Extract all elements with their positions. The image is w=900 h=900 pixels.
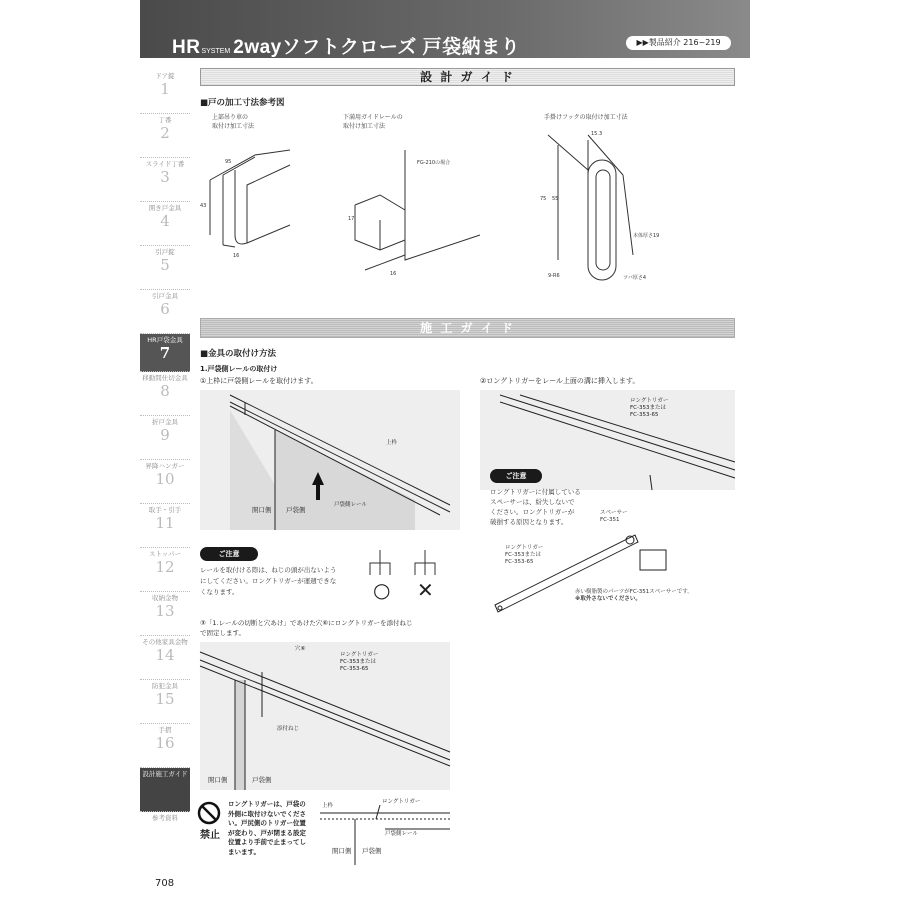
sidebar-item-number: 11: [155, 514, 175, 532]
sidebar-item-number: 13: [155, 602, 175, 620]
sidebar-item-label: スライド丁番: [145, 160, 185, 168]
sidebar-item-number: 1: [160, 80, 170, 98]
fig1-dim-b: 43: [200, 203, 207, 209]
step3-open: 開口側: [208, 776, 228, 784]
sidebar-item[interactable]: [140, 592, 190, 636]
sidebar-item-number: 2: [160, 124, 170, 142]
caution2-text: ロングトリガーに付属している スペーサーは、紛失しないで ください。ロングトリガーが 破損する原因となります。: [490, 488, 581, 526]
fig1-dim-c: 16: [233, 253, 240, 259]
spacer-note: 赤い樹脂製のパーツがFC-351スペーサーです。 ※取外さないでください。: [575, 589, 693, 602]
trig2-label: ロングトリガー FC-353または FC-353-65: [505, 545, 544, 565]
step1-drawing: [200, 390, 460, 530]
sidebar-item[interactable]: [140, 416, 190, 460]
fig3-label-1: 本体厚さ19: [633, 233, 660, 239]
sidebar-item-number: 15: [155, 690, 175, 708]
sidebar-item-number: 6: [160, 300, 170, 318]
prohibit-d-open: 開口側: [332, 847, 352, 855]
trigger-spacer-drawing: [490, 520, 670, 620]
step3-trig-1: ロングトリガー: [340, 652, 379, 658]
sidebar-item-label: 防犯金具: [152, 682, 178, 690]
fig2-drawing: [340, 140, 480, 290]
prohibit-d-top: 上枠: [322, 803, 334, 809]
fig3-dim-c: 55: [552, 196, 559, 202]
design-guide-banner: 設 計 ガ イ ド: [200, 68, 735, 86]
product-ref-badge[interactable]: ▶▶製品紹介 216~219: [626, 36, 731, 50]
sidebar-item[interactable]: [140, 768, 190, 812]
step2-trigger-3: FC-353-65: [630, 412, 659, 418]
step1-label-rail: 戸袋側レール: [334, 502, 367, 508]
sidebar-item[interactable]: [140, 680, 190, 724]
page-title: HRSYSTEM 2wayソフトクローズ 戸袋納まり: [172, 37, 521, 58]
spacer-label: スペーサー FC-351: [600, 510, 628, 523]
sidebar-item-number: 4: [160, 212, 170, 230]
sidebar-item-label: ドア錠: [155, 72, 175, 80]
fig1-dim-a: 95: [225, 159, 232, 165]
prohibit-label: 禁止: [200, 830, 220, 841]
sidebar-item[interactable]: [140, 202, 190, 246]
step3-hole: 穴⑥: [295, 646, 306, 652]
fig2-dim-b: 16: [390, 271, 397, 277]
step1-label-top: 上枠: [386, 440, 398, 446]
chapter-sidebar: [140, 70, 190, 832]
step1-label-open: 開口側: [252, 506, 272, 514]
sidebar-item-number: 12: [155, 558, 175, 576]
step3-screw: 添付ねじ: [277, 726, 300, 732]
sidebar-item-label: 丁番: [158, 116, 172, 124]
install-heading: ■金具の取付け方法: [200, 349, 277, 359]
fig3-dim-a: 15.3: [591, 131, 603, 137]
sidebar-item-label: ストッパー: [148, 550, 182, 558]
fig3-dim-d: 9-R6: [548, 273, 560, 279]
fig3-label-2: ツバ厚さ4: [623, 275, 647, 281]
prohibit-icon: [196, 800, 222, 826]
caution1-text: レールを取付ける際は、ねじの頭が出ないよう にしてください。ロングトリガーが運週できな くなります。: [200, 566, 337, 596]
sidebar-item-label: 設計施工ガイド: [142, 770, 188, 778]
step3-drawing: [200, 642, 450, 790]
sidebar-item-number: 3: [160, 168, 170, 186]
sidebar-item-label: 収納金物: [152, 594, 178, 602]
sidebar-item-number: 5: [160, 256, 170, 274]
step2-text: ②ロングトリガーをレール上面の溝に挿入します。: [480, 377, 640, 385]
caution-badge-1: ご注意: [200, 547, 258, 561]
sidebar-item-label: その他家具金物: [142, 638, 188, 646]
sidebar-item[interactable]: [140, 246, 190, 290]
sidebar-item-number: 8: [160, 382, 170, 400]
prohibit-diagram: [320, 795, 450, 865]
sidebar-item[interactable]: [140, 504, 190, 548]
sidebar-item-number: 10: [155, 470, 175, 488]
step2-trigger-1: ロングトリガー: [630, 398, 669, 404]
step1-text: ①上枠に戸袋側レールを取付けます。: [200, 377, 318, 385]
design-heading: ■戸の加工寸法参考図: [200, 98, 285, 108]
sidebar-item[interactable]: [140, 636, 190, 680]
page-number: 708: [155, 878, 175, 889]
fig3-dim-b: 75: [540, 196, 547, 202]
ok-mark: ○: [373, 578, 391, 602]
sidebar-item-label: 取手・引手: [148, 506, 182, 514]
prohibit-d-trigger: ロングトリガー: [382, 799, 421, 805]
sidebar-item-number: 14: [155, 646, 175, 664]
sidebar-item[interactable]: [140, 334, 190, 372]
sidebar-item-label: 折戸金具: [152, 418, 178, 426]
sidebar-item-label: 引戸金具: [152, 292, 178, 300]
fig2-note: FG-210の場合: [417, 160, 451, 166]
sidebar-item[interactable]: [140, 724, 190, 768]
sidebar-item-label: 移動間仕切金具: [142, 374, 188, 382]
fig3-drawing: [538, 125, 678, 295]
install-sub: 1.戸袋側レールの取付け: [200, 365, 278, 373]
fig1-drawing: [195, 135, 305, 275]
step3-trig-3: FC-353-65: [340, 666, 369, 672]
caution-badge-2: ご注意: [490, 469, 542, 483]
sidebar-item-label: 開き戸金具: [148, 204, 182, 212]
step1-label-pocket: 戸袋側: [286, 506, 306, 514]
sidebar-item[interactable]: [140, 290, 190, 334]
sidebar-item-label: 参考資料: [152, 814, 178, 822]
step3-text: ③「1.レールの切断と穴あけ」であけた穴⑥にロングトリガーを添付ねじ で固定します。: [200, 619, 413, 637]
fig2-title: 下満用ガイドレールの 取付け加工寸法: [343, 114, 403, 130]
sidebar-item[interactable]: [140, 158, 190, 202]
sidebar-item-label: 手摺: [158, 726, 172, 734]
sidebar-item-number: 7: [159, 344, 171, 362]
install-guide-banner: 施 工 ガ イ ド: [200, 318, 735, 338]
sidebar-item-number: 16: [155, 734, 175, 752]
fig2-dim-a: 17: [348, 216, 355, 222]
sidebar-item-label: 昇降ハンガー: [145, 462, 185, 470]
fig1-title: 上部吊り車の 取付け加工寸法: [212, 114, 255, 130]
ng-mark: ✕: [417, 578, 434, 602]
sidebar-item[interactable]: [140, 114, 190, 158]
sidebar-item-number: 9: [160, 426, 170, 444]
sidebar-item[interactable]: [140, 372, 190, 416]
sidebar-item[interactable]: [140, 548, 190, 592]
sidebar-item[interactable]: [140, 812, 190, 832]
sidebar-item-label: 引戸錠: [155, 248, 175, 256]
sidebar-item[interactable]: [140, 460, 190, 504]
sidebar-item-label: HR戸袋金具: [147, 336, 183, 344]
sidebar-item[interactable]: [140, 70, 190, 114]
fig3-title: 手掛けフックの取付け加工寸法: [544, 114, 628, 121]
prohibit-d-pocket: 戸袋側: [362, 847, 382, 855]
step3-trig-2: FC-353または: [340, 659, 376, 665]
step2-trigger-2: FC-353または: [630, 405, 666, 411]
prohibit-text: ロングトリガーは、戸袋の 外側に取付けないでくださ い。戸尻側のトリガー位置 が変わり、戸が閉まる設定 位置より手前で止まってし まいます。: [228, 800, 306, 856]
step3-pocket: 戸袋側: [252, 776, 272, 784]
prohibit-d-rail: 戸袋側レール: [385, 831, 418, 837]
